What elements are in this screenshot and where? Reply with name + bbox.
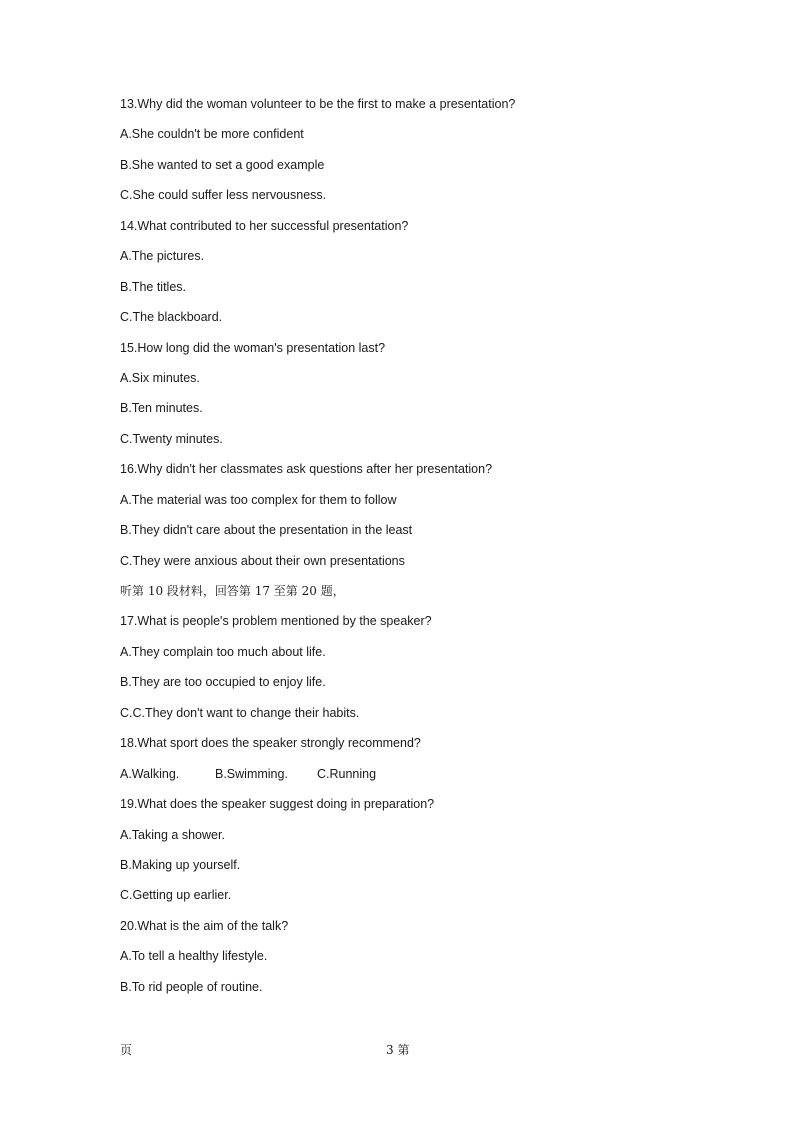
question-17-stem: 17.What is people's problem mentioned by the speaker? <box>120 614 432 629</box>
question-list <box>120 94 740 1007</box>
question-16-option-a: A.The material was too complex for them to follow <box>120 492 397 507</box>
question-13-option-b: B.She wanted to set a good example <box>120 157 325 172</box>
question-13-stem: 13.Why did the woman volunteer to be the first to make a presentation? <box>120 97 516 111</box>
question-18-stem: 18.What sport does the speaker strongly recommend? <box>120 736 421 751</box>
question-18-option-b: B.Swimming. <box>215 766 288 781</box>
question-19-option-a: A.Taking a shower. <box>120 827 225 842</box>
question-17-option-c: C.C.They don't want to change their habits. <box>120 705 360 720</box>
question-15-option-a: A.Six minutes. <box>120 370 200 385</box>
page-number: 3 第 <box>386 1043 410 1057</box>
question-14-option-c: C.The blackboard. <box>120 310 223 325</box>
question-19-option-b: B.Making up yourself. <box>120 857 241 872</box>
question-20-stem: 20.What is the aim of the talk? <box>120 918 289 933</box>
question-14-stem: 14.What contributed to her successful presentation? <box>120 218 409 233</box>
question-19-stem: 19.What does the speaker suggest doing in preparation? <box>120 797 435 812</box>
section-instruction: 听第 10 段材料，回答第 17 至第 20 题， <box>120 584 345 598</box>
page-footer-left: 页 <box>120 1043 133 1057</box>
question-13-option-c: C.She could suffer less nervousness. <box>120 188 327 203</box>
question-19-option-c: C.Getting up earlier. <box>120 888 232 903</box>
question-16-option-b: B.They didn't care about the presentation in the least <box>120 523 413 538</box>
question-17-option-b: B.They are too occupied to enjoy life. <box>120 675 326 690</box>
question-15-option-c: C.Twenty minutes. <box>120 431 223 446</box>
question-20-option-a: A.To tell a healthy lifestyle. <box>120 949 268 964</box>
question-16-option-c: C.They were anxious about their own presentations <box>120 553 405 568</box>
question-17-option-a: A.They complain too much about life. <box>120 644 326 659</box>
question-20-option-b: B.To rid people of routine. <box>120 979 263 994</box>
question-18-option-a: A.Walking. <box>120 766 180 781</box>
question-13-option-a: A.She couldn't be more confident <box>120 127 304 142</box>
question-14-option-b: B.The titles. <box>120 279 186 294</box>
question-18-options <box>120 764 740 794</box>
question-15-stem: 15.How long did the woman's presentation last? <box>120 340 386 355</box>
question-14-option-a: A.The pictures. <box>120 249 205 264</box>
question-16-stem: 16.Why didn't her classmates ask questions after her presentation? <box>120 462 493 477</box>
question-15-option-b: B.Ten minutes. <box>120 401 203 416</box>
question-18-option-c: C.Running <box>317 766 377 781</box>
